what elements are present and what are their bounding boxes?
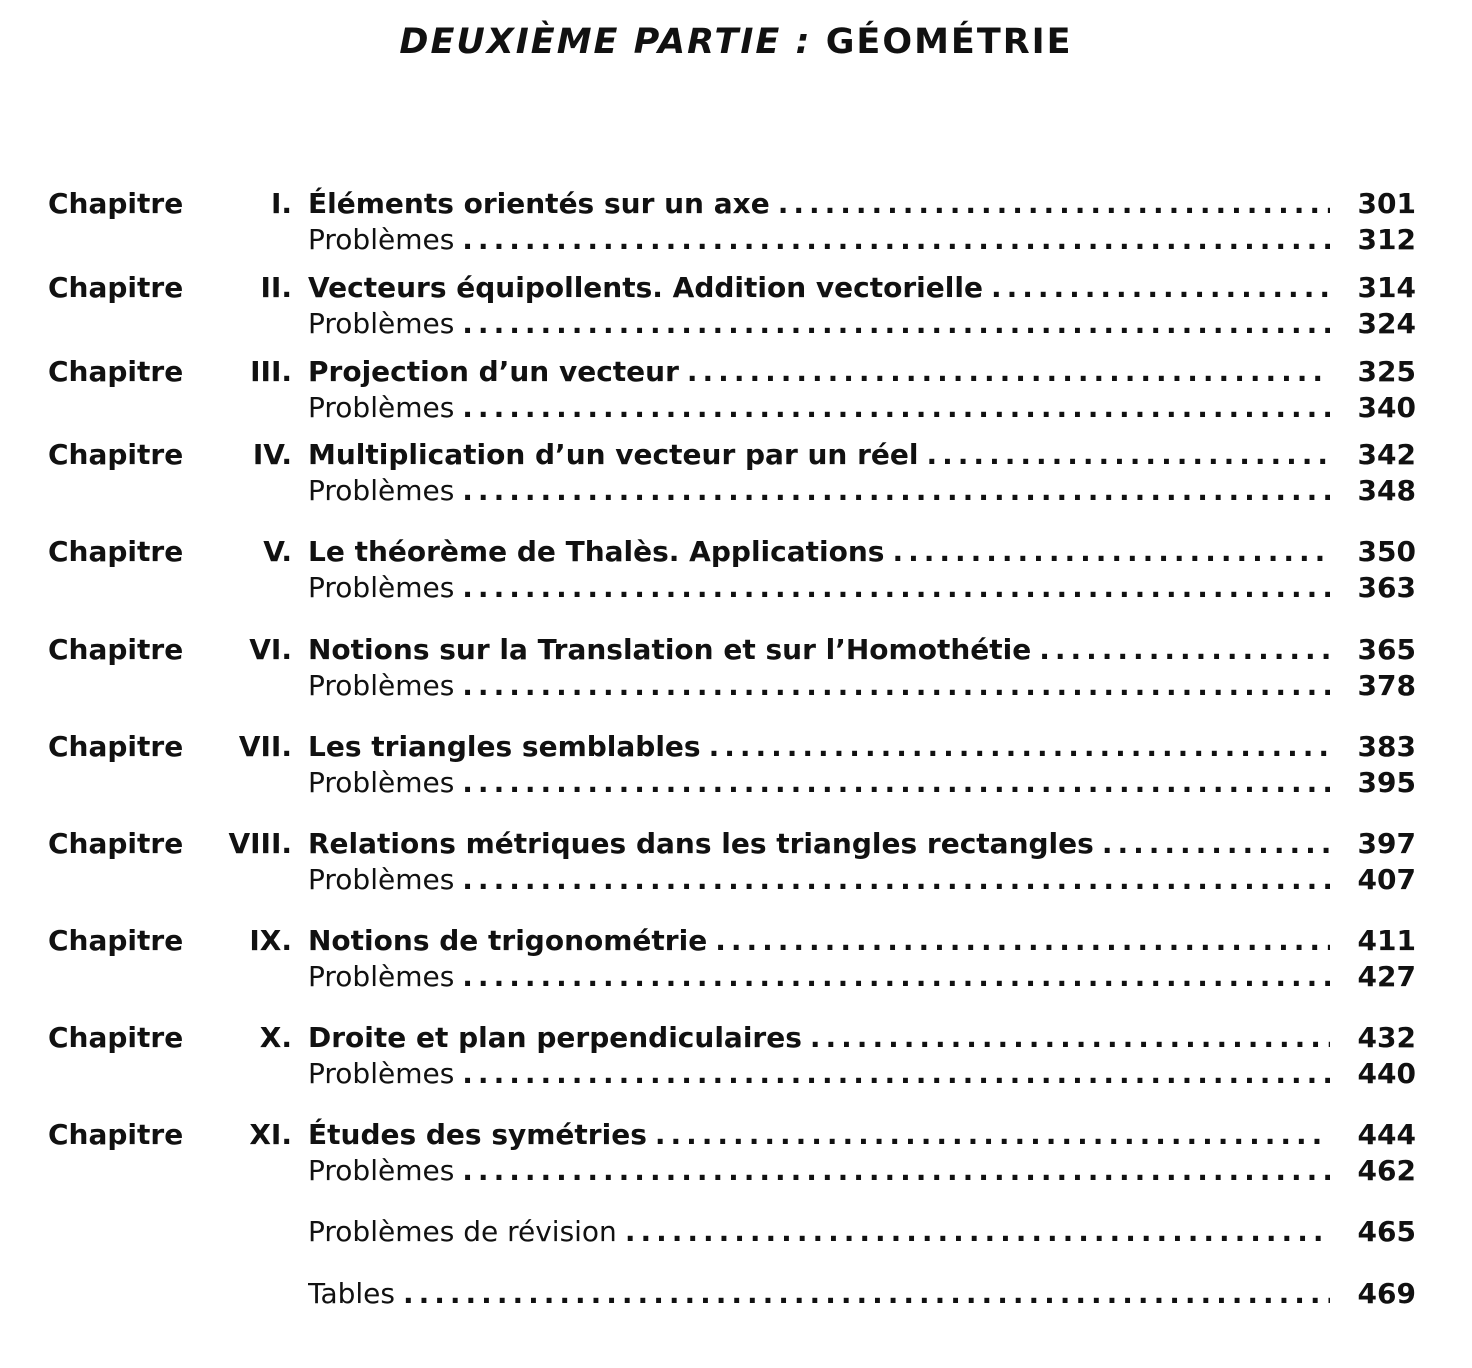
problems-page: 378 [1357, 669, 1416, 702]
chapter-leader [308, 186, 1330, 222]
chapter-entry[interactable] [0, 729, 1472, 765]
chapter-leader [308, 270, 1330, 306]
problems-entry[interactable] [0, 668, 1472, 704]
chapter-entry[interactable] [0, 186, 1472, 222]
chapter-title: Relations métriques dans les triangles rectangles [308, 827, 1094, 860]
problems-label: Problèmes [308, 960, 455, 993]
problems-label: Problèmes [308, 766, 455, 799]
problems-leader [308, 668, 1330, 704]
chapter-entry[interactable] [0, 437, 1472, 473]
dot-leader [462, 959, 1330, 995]
chapter-title: Le théorème de Thalès. Applications [308, 535, 885, 568]
problems-label: Problèmes [308, 223, 455, 256]
chapter-leader [308, 729, 1330, 765]
chapter-page: 314 [1357, 271, 1416, 304]
chapter-page: 411 [1357, 924, 1416, 957]
chapter-title: Notions sur la Translation et sur l’Homothétie [308, 633, 1032, 666]
chapter-numeral: X. [259, 1021, 292, 1054]
dot-leader [927, 437, 1330, 473]
problems-page: 427 [1357, 960, 1416, 993]
tables-leader [308, 1276, 1330, 1312]
chapter-title: Les triangles semblables [308, 730, 701, 763]
chapter-title: Études des symétries [308, 1118, 647, 1151]
chapter-numeral: II. [260, 271, 292, 304]
dot-leader [462, 473, 1330, 509]
problems-leader [308, 765, 1330, 801]
tables-page: 469 [1357, 1277, 1416, 1310]
problems-page: 395 [1357, 766, 1416, 799]
problems-leader [308, 473, 1330, 509]
problems-entry[interactable] [0, 222, 1472, 258]
chapter-title: Projection d’un vecteur [308, 355, 679, 388]
problems-page: 340 [1357, 391, 1416, 424]
problems-page: 462 [1357, 1154, 1416, 1187]
dot-leader [462, 1153, 1330, 1189]
problems-entry[interactable] [0, 473, 1472, 509]
chapter-title: Vecteurs équipollents. Addition vectorielle [308, 271, 983, 304]
problems-entry[interactable] [0, 1153, 1472, 1189]
dot-leader [462, 862, 1330, 898]
problems-entry[interactable] [0, 959, 1472, 995]
dot-leader [403, 1276, 1330, 1312]
chapter-leader [308, 1117, 1330, 1153]
problems-entry[interactable] [0, 390, 1472, 426]
problems-page: 324 [1357, 307, 1416, 340]
dot-leader [1039, 632, 1330, 668]
chapter-numeral: IX. [249, 924, 292, 957]
chapter-entry[interactable] [0, 270, 1472, 306]
dot-leader [687, 354, 1330, 390]
revision-entry[interactable] [0, 1214, 1472, 1250]
dot-leader [810, 1020, 1330, 1056]
problems-leader [308, 862, 1330, 898]
chapter-page: 301 [1357, 187, 1416, 220]
chapter-word: Chapitre [48, 187, 184, 220]
problems-page: 440 [1357, 1057, 1416, 1090]
dot-leader [991, 270, 1330, 306]
dot-leader [462, 570, 1330, 606]
chapter-numeral: III. [250, 355, 292, 388]
dot-leader [625, 1214, 1330, 1250]
chapter-leader [308, 354, 1330, 390]
chapter-page: 397 [1357, 827, 1416, 860]
chapter-numeral: I. [270, 187, 292, 220]
problems-label: Problèmes [308, 571, 455, 604]
chapter-page: 342 [1357, 438, 1416, 471]
problems-entry[interactable] [0, 765, 1472, 801]
chapter-word: Chapitre [48, 633, 184, 666]
chapter-entry[interactable] [0, 1117, 1472, 1153]
chapter-word: Chapitre [48, 1021, 184, 1054]
chapter-leader [308, 1020, 1330, 1056]
problems-label: Problèmes [308, 474, 455, 507]
chapter-title: Droite et plan perpendiculaires [308, 1021, 802, 1054]
chapter-leader [308, 923, 1330, 959]
chapter-leader [308, 534, 1330, 570]
problems-entry[interactable] [0, 1056, 1472, 1092]
chapter-title: Éléments orientés sur un axe [308, 187, 770, 220]
problems-page: 407 [1357, 863, 1416, 896]
chapter-numeral: V. [263, 535, 292, 568]
chapter-page: 325 [1357, 355, 1416, 388]
problems-leader [308, 1056, 1330, 1092]
chapter-leader [308, 632, 1330, 668]
problems-label: Problèmes [308, 1057, 455, 1090]
problems-leader [308, 390, 1330, 426]
problems-label: Problèmes [308, 307, 455, 340]
problems-leader [308, 1153, 1330, 1189]
chapter-numeral: IV. [252, 438, 292, 471]
chapter-page: 350 [1357, 535, 1416, 568]
part-label: DEUXIÈME PARTIE : [399, 22, 812, 62]
problems-leader [308, 306, 1330, 342]
chapter-word: Chapitre [48, 535, 184, 568]
chapter-page: 444 [1357, 1118, 1416, 1151]
chapter-entry[interactable] [0, 923, 1472, 959]
subject-label: GÉOMÉTRIE [825, 22, 1073, 62]
dot-leader [462, 222, 1330, 258]
problems-entry[interactable] [0, 862, 1472, 898]
problems-page: 312 [1357, 223, 1416, 256]
page-title [0, 22, 1472, 62]
problems-entry[interactable] [0, 570, 1472, 606]
chapter-leader [308, 437, 1330, 473]
tables-label: Tables [308, 1277, 395, 1310]
revision-leader [308, 1214, 1330, 1250]
chapter-word: Chapitre [48, 271, 184, 304]
chapter-numeral: XI. [249, 1118, 292, 1151]
dot-leader [462, 1056, 1330, 1092]
chapter-word: Chapitre [48, 1118, 184, 1151]
chapter-word: Chapitre [48, 827, 184, 860]
revision-page: 465 [1357, 1215, 1416, 1248]
problems-label: Problèmes [308, 863, 455, 896]
chapter-page: 383 [1357, 730, 1416, 763]
dot-leader [462, 390, 1330, 426]
chapter-entry[interactable] [0, 534, 1472, 570]
chapter-title: Notions de trigonométrie [308, 924, 708, 957]
chapter-word: Chapitre [48, 924, 184, 957]
chapter-entry[interactable] [0, 826, 1472, 862]
chapter-title: Multiplication d’un vecteur par un réel [308, 438, 919, 471]
chapter-word: Chapitre [48, 355, 184, 388]
dot-leader [462, 668, 1330, 704]
dot-leader [462, 765, 1330, 801]
dot-leader [892, 534, 1330, 570]
dot-leader [709, 729, 1330, 765]
dot-leader [778, 186, 1330, 222]
chapter-page: 432 [1357, 1021, 1416, 1054]
problems-leader [308, 222, 1330, 258]
chapter-word: Chapitre [48, 730, 184, 763]
chapter-page: 365 [1357, 633, 1416, 666]
chapter-numeral: VIII. [228, 827, 292, 860]
problems-label: Problèmes [308, 669, 455, 702]
problems-page: 363 [1357, 571, 1416, 604]
dot-leader [715, 923, 1330, 959]
chapter-entry[interactable] [0, 354, 1472, 390]
revision-label: Problèmes de révision [308, 1215, 617, 1248]
dot-leader [655, 1117, 1330, 1153]
dot-leader [462, 306, 1330, 342]
problems-label: Problèmes [308, 391, 455, 424]
dot-leader [1102, 826, 1330, 862]
chapter-entry[interactable] [0, 1020, 1472, 1056]
problems-page: 348 [1357, 474, 1416, 507]
chapter-numeral: VI. [249, 633, 292, 666]
chapter-entry[interactable] [0, 632, 1472, 668]
problems-leader [308, 959, 1330, 995]
problems-label: Problèmes [308, 1154, 455, 1187]
tables-entry[interactable] [0, 1276, 1472, 1312]
chapter-leader [308, 826, 1330, 862]
problems-leader [308, 570, 1330, 606]
problems-entry[interactable] [0, 306, 1472, 342]
chapter-numeral: VII. [238, 730, 292, 763]
chapter-word: Chapitre [48, 438, 184, 471]
